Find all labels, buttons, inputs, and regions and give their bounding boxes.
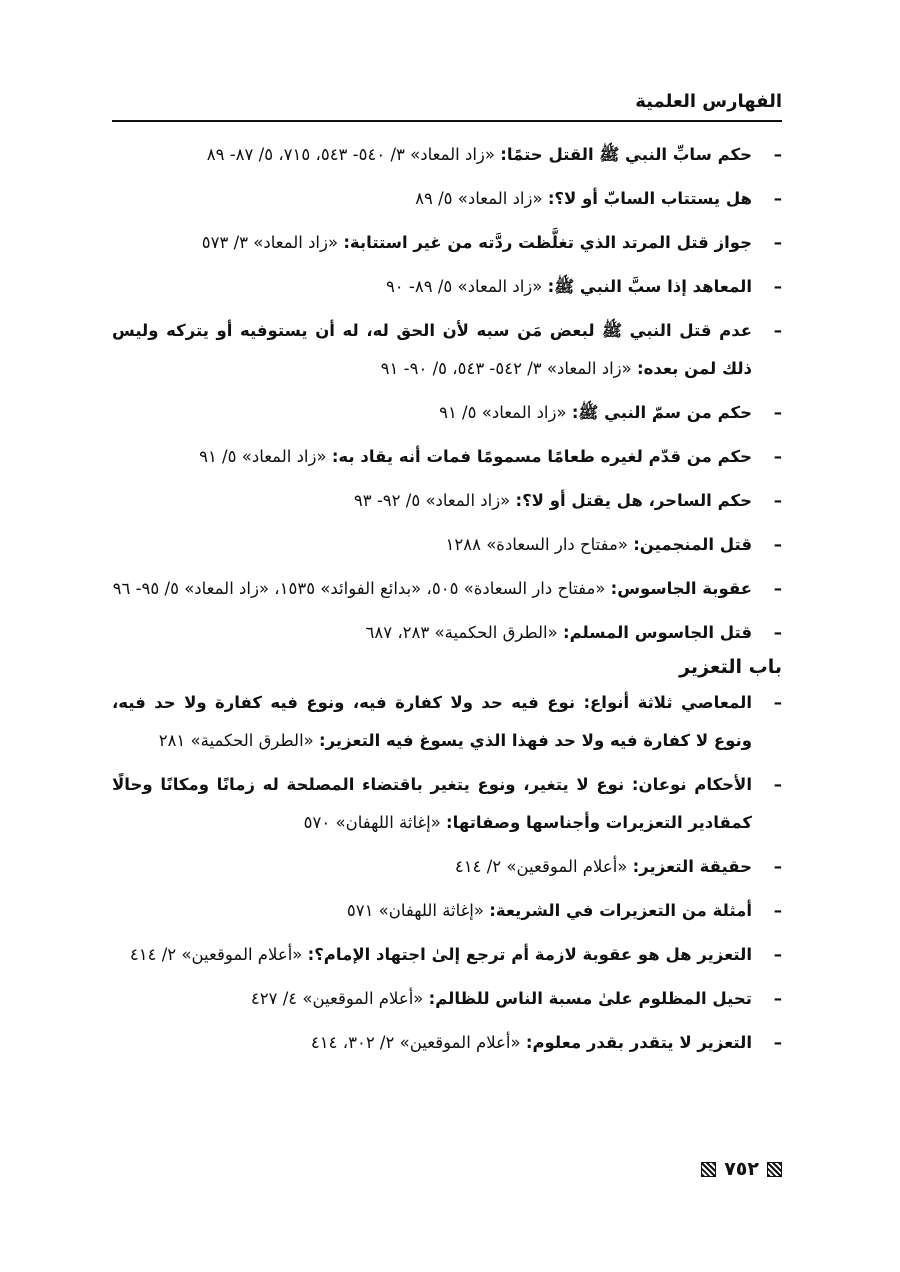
book-page: [112, 70, 782, 1210]
entry-dash: –: [773, 945, 782, 964]
entry-term: عقوبة الجاسوس:: [610, 579, 752, 598]
index-entry: [112, 482, 782, 520]
entry-reference: «الطرق الحكمية» ٢٨١: [158, 731, 320, 750]
index-entry: [112, 936, 782, 974]
entry-dash: –: [773, 447, 782, 466]
index-entry: [112, 614, 782, 652]
ornament-icon: [701, 1162, 716, 1177]
entry-term: الأحكام نوعان: نوع لا يتغير، ونوع يتغير باقتضاء المصلحة له زمانًا ومكانًا وحالًا كمقادير التعزيرات وأجناسها وصفاتها:: [112, 775, 752, 832]
index-entries: [112, 136, 782, 1068]
index-entry: [112, 180, 782, 218]
entry-dash: –: [773, 403, 782, 422]
entry-reference: «الطرق الحكمية» ٢٨٣، ٦٨٧: [365, 623, 563, 642]
entry-reference: «أعلام الموقعين» ٢/ ٤١٤: [454, 857, 633, 876]
entry-reference: «أعلام الموقعين» ٢/ ٤١٤: [129, 945, 308, 964]
entry-dash: –: [773, 321, 782, 340]
entry-term: المعاهد إذا سبَّ النبي ﷺ:: [547, 277, 752, 296]
entry-term: حكم سابِّ النبي ﷺ القتل حتمًا:: [500, 145, 752, 164]
entry-dash: –: [773, 1033, 782, 1052]
index-entry: [112, 312, 782, 388]
entry-dash: –: [773, 775, 782, 794]
entry-term: قتل المنجمين:: [633, 535, 752, 554]
entry-reference: «زاد المعاد» ٥/ ٨٩: [415, 189, 548, 208]
index-entry: [112, 980, 782, 1018]
entry-reference: «زاد المعاد» ٣/ ٥٧٣: [201, 233, 344, 252]
entry-reference: «إغاثة اللهفان» ٥٧٠: [303, 813, 447, 832]
entry-dash: –: [773, 901, 782, 920]
index-entry: [112, 526, 782, 564]
entry-dash: –: [773, 693, 782, 712]
entry-reference: «أعلام الموقعين» ٢/ ٣٠٢، ٤١٤: [310, 1033, 526, 1052]
entry-dash: –: [773, 989, 782, 1008]
entry-term: جواز قتل المرتد الذي تغلَّظت ردَّته من غير استتابة:: [343, 233, 752, 252]
page-number: ٧٥٢: [724, 1158, 759, 1180]
entry-list-a: [112, 136, 782, 652]
index-entry: [112, 1024, 782, 1062]
entry-reference: «أعلام الموقعين» ٤/ ٤٢٧: [250, 989, 429, 1008]
entry-reference: «زاد المعاد» ٣/ ٥٤٢- ٥٤٣، ٥/ ٩٠- ٩١: [380, 359, 637, 378]
entry-term: المعاصي ثلاثة أنواع: نوع فيه حد ولا كفارة فيه، ونوع فيه كفارة ولا حد فيه، ونوع لا كفارة فيه ولا حد فهذا الذي يسوغ فيه التعزير:: [112, 693, 752, 750]
entry-term: حقيقة التعزير:: [632, 857, 752, 876]
ornament-icon: [767, 1162, 782, 1177]
entry-term: هل يستتاب السابّ أو لا؟:: [547, 189, 752, 208]
entry-dash: –: [773, 623, 782, 642]
entry-reference: «مفتاح دار السعادة» ١٢٨٨: [445, 535, 634, 554]
entry-dash: –: [773, 233, 782, 252]
entry-dash: –: [773, 579, 782, 598]
entry-list-b: [112, 684, 782, 1062]
running-head: الفهارس العلمية: [635, 91, 782, 112]
index-entry: [112, 224, 782, 262]
entry-reference: «مفتاح دار السعادة» ٥٠٥، «بدائع الفوائد» ١٥٣٥، «زاد المعاد» ٥/ ٩٥- ٩٦: [112, 579, 611, 598]
entry-term: التعزير لا يتقدر بقدر معلوم:: [525, 1033, 752, 1052]
entry-term: قتل الجاسوس المسلم:: [562, 623, 752, 642]
entry-term: التعزير هل هو عقوبة لازمة أم ترجع إلىٰ اجتهاد الإمام؟:: [307, 945, 752, 964]
entry-dash: –: [773, 277, 782, 296]
index-entry: [112, 136, 782, 174]
index-entry: [112, 570, 782, 608]
header-rule: [112, 120, 782, 122]
index-entry: [112, 394, 782, 432]
entry-term: أمثلة من التعزيرات في الشريعة:: [489, 901, 752, 920]
entry-dash: –: [773, 491, 782, 510]
index-entry: [112, 848, 782, 886]
index-entry: [112, 892, 782, 930]
entry-reference: «زاد المعاد» ٥/ ٨٩- ٩٠: [385, 277, 548, 296]
entry-reference: «زاد المعاد» ٥/ ٩٢- ٩٣: [353, 491, 516, 510]
page-footer: [701, 1158, 782, 1180]
index-entry: [112, 268, 782, 306]
entry-reference: «زاد المعاد» ٣/ ٥٤٠- ٥٤٣، ٧١٥، ٥/ ٨٧- ٨٩: [206, 145, 501, 164]
entry-term: عدم قتل النبي ﷺ لبعض مَن سبه لأن الحق له، له أن يستوفيه أو يتركه وليس ذلك لمن بعده:: [112, 321, 752, 378]
entry-term: تحيل المظلوم علىٰ مسبة الناس للظالم:: [428, 989, 752, 1008]
entry-term: حكم من قدّم لغيره طعامًا مسمومًا فمات أنه يقاد به:: [331, 447, 752, 466]
section-title: باب التعزير: [679, 656, 782, 678]
entry-term: حكم من سمّ النبي ﷺ:: [571, 403, 752, 422]
entry-dash: –: [773, 857, 782, 876]
index-entry: [112, 684, 782, 760]
entry-reference: «زاد المعاد» ٥/ ٩١: [199, 447, 332, 466]
entry-term: حكم الساحر، هل يقتل أو لا؟:: [515, 491, 752, 510]
index-entry: [112, 438, 782, 476]
entry-dash: –: [773, 145, 782, 164]
index-entry: [112, 766, 782, 842]
entry-reference: «زاد المعاد» ٥/ ٩١: [439, 403, 572, 422]
entry-dash: –: [773, 189, 782, 208]
entry-reference: «إغاثة اللهفان» ٥٧١: [346, 901, 490, 920]
entry-dash: –: [773, 535, 782, 554]
